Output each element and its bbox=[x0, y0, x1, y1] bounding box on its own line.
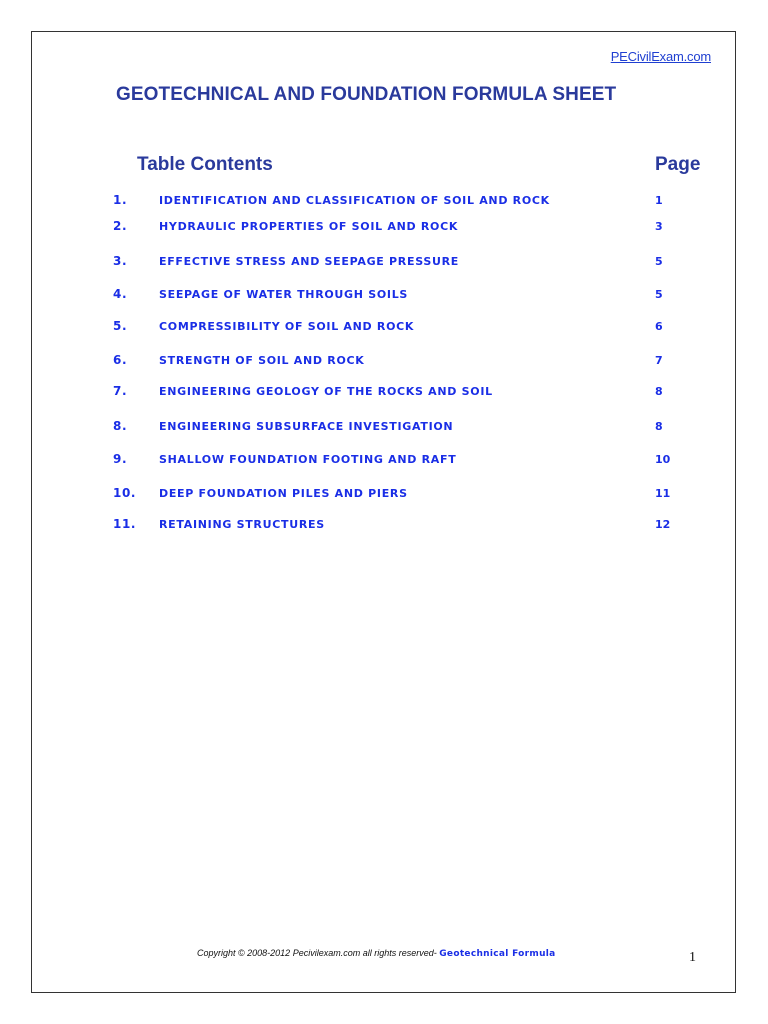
toc-heading: Table Contents bbox=[137, 154, 273, 175]
toc-entry-number: 11. bbox=[113, 517, 137, 531]
toc-entry-title: COMPRESSIBILITY OF SOIL AND ROCK bbox=[159, 320, 415, 333]
toc-entry-title: ENGINEERING SUBSURFACE INVESTIGATION bbox=[159, 420, 454, 433]
toc-entry-title: ENGINEERING GEOLOGY OF THE ROCKS AND SOIL bbox=[159, 385, 493, 398]
document-page bbox=[31, 31, 736, 993]
toc-entry-page: 8 bbox=[655, 385, 663, 398]
toc-entry[interactable] bbox=[32, 517, 737, 535]
toc-entry[interactable] bbox=[32, 287, 737, 305]
toc-entry[interactable] bbox=[32, 452, 737, 470]
footer-copyright bbox=[197, 948, 556, 959]
toc-entry-page: 5 bbox=[655, 255, 663, 268]
toc-entry-page: 5 bbox=[655, 288, 663, 301]
toc-entry-number: 6. bbox=[113, 353, 128, 367]
toc-entry-title: IDENTIFICATION AND CLASSIFICATION OF SOIL AND ROCK bbox=[159, 194, 550, 207]
toc-entry-number: 7. bbox=[113, 384, 128, 398]
toc-entry-page: 1 bbox=[655, 194, 663, 207]
toc-entry-title: EFFECTIVE STRESS AND SEEPAGE PRESSURE bbox=[159, 255, 459, 268]
toc-entry-title: RETAINING STRUCTURES bbox=[159, 518, 325, 531]
toc-entry-title: STRENGTH OF SOIL AND ROCK bbox=[159, 354, 365, 367]
toc-entry-number: 2. bbox=[113, 219, 128, 233]
toc-entry[interactable] bbox=[32, 219, 737, 237]
toc-entry-page: 8 bbox=[655, 420, 663, 433]
page-number: 1 bbox=[689, 950, 696, 965]
toc-entry-number: 3. bbox=[113, 254, 128, 268]
footer-brand: Geotechnical Formula bbox=[439, 949, 556, 959]
toc-entry-page: 10 bbox=[655, 453, 671, 466]
toc-entry[interactable] bbox=[32, 486, 737, 504]
toc-entry[interactable] bbox=[32, 319, 737, 337]
toc-entry-title: SEEPAGE OF WATER THROUGH SOILS bbox=[159, 288, 409, 301]
toc-entry-number: 4. bbox=[113, 287, 128, 301]
toc-entry[interactable] bbox=[32, 193, 737, 211]
toc-entry-number: 9. bbox=[113, 452, 128, 466]
document-title: GEOTECHNICAL AND FOUNDATION FORMULA SHEET bbox=[116, 84, 617, 105]
toc-entry[interactable] bbox=[32, 254, 737, 272]
toc-entry-number: 5. bbox=[113, 319, 128, 333]
site-link[interactable]: PECivilExam.com bbox=[610, 49, 711, 64]
toc-entry-page: 3 bbox=[655, 220, 663, 233]
toc-entry-page: 12 bbox=[655, 518, 671, 531]
toc-entry-page: 6 bbox=[655, 320, 663, 333]
toc-entry-number: 10. bbox=[113, 486, 137, 500]
toc-entry-number: 1. bbox=[113, 193, 128, 207]
toc-entry-title: HYDRAULIC PROPERTIES OF SOIL AND ROCK bbox=[159, 220, 459, 233]
toc-entry[interactable] bbox=[32, 353, 737, 371]
toc-entry-title: DEEP FOUNDATION PILES AND PIERS bbox=[159, 487, 408, 500]
toc-page-heading: Page bbox=[655, 154, 701, 175]
toc-entry-number: 8. bbox=[113, 419, 128, 433]
toc-entry-page: 11 bbox=[655, 487, 671, 500]
toc-entry-page: 7 bbox=[655, 354, 663, 367]
toc-entry-title: SHALLOW FOUNDATION FOOTING AND RAFT bbox=[159, 453, 457, 466]
copyright-text: Copyright © 2008-2012 Pecivilexam.com all rights reserved- bbox=[197, 948, 440, 958]
toc-entry[interactable] bbox=[32, 384, 737, 402]
toc-entry[interactable] bbox=[32, 419, 737, 437]
